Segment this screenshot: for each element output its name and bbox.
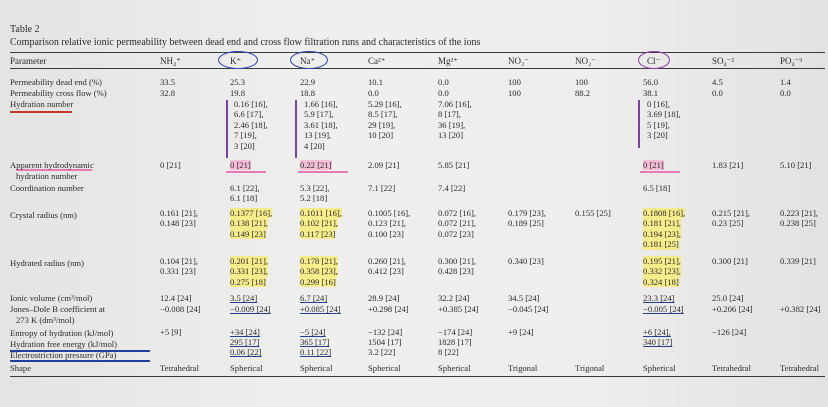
na-bracket-mark <box>295 100 297 158</box>
cell-k-volume: 3.5 [24] <box>230 293 258 303</box>
cell-cl-crystal-3: 0.181 [25] <box>643 239 679 250</box>
header-nh4: NH₄⁺ <box>160 56 181 66</box>
header-mg: Mg²⁺ <box>438 56 458 66</box>
cell-ca-shape: Spherical <box>368 363 401 373</box>
cell-na-perm-dead: 22.9 <box>300 77 316 87</box>
header-cl: Cl⁻ <box>647 56 661 66</box>
cell-nh4-hydrated-0: 0.104 [21], <box>160 256 198 266</box>
cell-k-coordination-0: 6.1 [22], <box>230 183 260 193</box>
cell-ca-hydration-2: 29 [19], <box>368 119 396 130</box>
cell-na-electro: 0.11 [22] <box>300 347 332 357</box>
label-perm-cross: Permeability cross flow (%) <box>10 88 107 98</box>
cell-ca-hydrated-1: 0.412 [23] <box>368 266 404 277</box>
cell-cl-hydration-2: 5 [19], <box>647 119 670 130</box>
header-na: Na⁺ <box>300 56 316 66</box>
cell-so4-jones: +0.206 [24] <box>712 304 753 314</box>
cell-k-entropy: +34 [24] <box>230 327 260 337</box>
cell-mg-perm-cross: 0.0 <box>438 88 449 98</box>
cell-ca-crystal-2: 0.100 [23] <box>368 228 404 239</box>
cell-k-hydration-2: 2.46 [18], <box>234 119 268 130</box>
na-circle-mark <box>290 51 328 69</box>
cell-ca-jones: +0.298 [24] <box>368 304 409 314</box>
cell-k-crystal-2: 0.149 [23] <box>230 228 266 239</box>
cell-so4-crystal-0: 0.215 [21], <box>712 208 750 218</box>
cell-nh4-volume: 12.4 [24] <box>160 293 192 303</box>
cell-k-hydration-1: 6.6 [17], <box>234 109 264 120</box>
cell-k-crystal-0: 0.1377 [16], <box>230 208 273 218</box>
cell-k-perm-cross: 19.8 <box>230 88 246 98</box>
cell-na-perm-cross: 18.8 <box>300 88 316 98</box>
table-number: Table 2 <box>10 24 40 35</box>
cell-na-hydration-0: 1.66 [16], <box>304 99 338 109</box>
cell-no3-jones: −0.045 [24] <box>508 304 549 314</box>
header-k: K⁺ <box>230 56 242 66</box>
cell-cl-jones: −0.005 [24] <box>643 304 684 314</box>
cell-no3-crystal-0: 0.179 [23], <box>508 208 546 218</box>
header-ca: Ca²⁺ <box>368 56 386 66</box>
cell-ca-crystal-0: 0.1005 [16], <box>368 208 411 218</box>
cell-mg-hydrated-0: 0.300 [21], <box>438 256 476 266</box>
cell-ca-crystal-1: 0.123 [21], <box>368 218 406 229</box>
cell-cl-shape: Spherical <box>643 363 676 373</box>
cell-mg-hydration-2: 36 [19], <box>438 119 466 130</box>
cell-cl-perm-cross: 38.1 <box>643 88 659 98</box>
cell-so4-entropy: −126 [24] <box>712 327 747 337</box>
cell-no3-volume: 34.5 [24] <box>508 293 540 303</box>
header-rule <box>10 68 825 69</box>
cell-na-free-energy: 365 [17] <box>300 337 330 347</box>
k-bracket-mark <box>226 100 228 158</box>
cell-ca-electro: 3.2 [22] <box>368 347 396 357</box>
cell-na-crystal-0: 0.1011 [16], <box>300 208 342 218</box>
cell-k-crystal-1: 0.138 [21], <box>230 218 268 229</box>
cell-cl-hydrated-1: 0.332 [23], <box>643 266 681 277</box>
label-jones-2: 273 K (dm³/mol) <box>16 315 75 325</box>
cell-po4-apparent: 5.10 [21] <box>780 160 812 170</box>
cell-mg-shape: Spherical <box>438 363 471 373</box>
label-perm-dead: Permeability dead end (%) <box>10 77 102 87</box>
cell-na-jones: +0.085 [24] <box>300 304 341 314</box>
cell-nh4-jones: −0.008 [24] <box>160 304 201 314</box>
cell-so4-perm-dead: 4.5 <box>712 77 723 87</box>
cell-cl-hydrated-2: 0.324 [18] <box>643 276 679 287</box>
cell-cl-apparent: 0 [21] <box>643 160 664 170</box>
cell-na-hydrated-2: 0.299 [16] <box>300 276 336 287</box>
cell-mg-crystal-0: 0.072 [16], <box>438 208 476 218</box>
cell-k-shape: Spherical <box>230 363 263 373</box>
cell-na-crystal-1: 0.102 [21], <box>300 218 338 229</box>
cell-ca-coordination: 7.1 [22] <box>368 183 396 193</box>
cell-mg-hydration-0: 7.06 [16], <box>438 99 472 109</box>
cell-po4-shape: Tetrahedral <box>780 363 819 373</box>
cell-k-hydrated-1: 0.331 [23], <box>230 266 268 277</box>
cell-no2-perm-dead: 100 <box>575 77 588 87</box>
cell-ca-free-energy: 1504 [17] <box>368 337 402 347</box>
cell-no3-perm-dead: 100 <box>508 77 521 87</box>
cell-po4-jones: +0.382 [24] <box>780 304 821 314</box>
label-coordination: Coordination number <box>10 183 84 193</box>
cell-po4-crystal-0: 0.223 [21], <box>780 208 818 218</box>
label-crystal: Crystal radius (nm) <box>10 210 77 220</box>
bottom-rule <box>10 376 825 377</box>
cell-k-apparent: 0 [21] <box>230 160 251 170</box>
cell-mg-hydration-1: 8 [17], <box>438 109 461 120</box>
cell-no3-shape: Trigonal <box>508 363 538 373</box>
cell-cl-crystal-0: 0.1808 [16], <box>643 208 686 218</box>
cell-no3-crystal-1: 0.189 [25] <box>508 218 544 229</box>
cell-na-hydrated-1: 0.358 [23], <box>300 266 338 277</box>
cell-na-crystal-2: 0.117 [23] <box>300 228 336 239</box>
cell-na-coordination-1: 5.2 [18] <box>300 193 328 204</box>
cell-no2-perm-cross: 88.2 <box>575 88 591 98</box>
cell-na-coordination-0: 5.3 [22], <box>300 183 330 193</box>
cell-no3-entropy: +9 [24] <box>508 327 534 337</box>
cell-k-hydrated-0: 0.201 [21], <box>230 256 268 266</box>
cell-so4-hydrated: 0.300 [21] <box>712 256 748 266</box>
cell-cl-crystal-2: 0.194 [23], <box>643 228 681 239</box>
cell-na-hydration-1: 5.9 [17], <box>304 109 334 120</box>
cell-na-entropy: −5 [24] <box>300 327 326 337</box>
cell-ca-hydration-1: 8.5 [17], <box>368 109 398 120</box>
na-apparent-underline <box>298 171 348 173</box>
cell-ca-entropy: −132 [24] <box>368 327 403 337</box>
cell-cl-entropy: +6 [24], <box>643 327 671 337</box>
cell-mg-hydration-3: 13 [20] <box>438 130 464 141</box>
label-shape: Shape <box>10 363 32 373</box>
cell-na-hydration-4: 4 [20] <box>304 140 325 151</box>
cell-so4-volume: 25.0 [24] <box>712 293 744 303</box>
label-entropy: Entropy of hydration (kJ/mol) <box>10 328 114 338</box>
cell-mg-apparent: 5.85 [21] <box>438 160 470 170</box>
cell-k-perm-dead: 25.3 <box>230 77 246 87</box>
cell-po4-perm-dead: 1.4 <box>780 77 791 87</box>
cell-cl-hydration-3: 3 [20] <box>647 130 668 141</box>
cell-no3-perm-cross: 100 <box>508 88 521 98</box>
cell-cl-free-energy: 340 [17] <box>643 337 673 347</box>
label-apparent-2: hydration number <box>16 171 78 181</box>
cell-cl-hydration-0: 0 [16], <box>647 99 670 109</box>
cell-k-hydrated-2: 0.275 [18] <box>230 276 266 287</box>
cell-k-hydration-3: 7 [19], <box>234 130 257 141</box>
cell-nh4-apparent: 0 [21] <box>160 160 181 170</box>
cell-k-hydration-4: 3 [20] <box>234 140 255 151</box>
header-no3: NO₃⁻ <box>508 56 529 66</box>
cell-mg-jones: +0.385 [24] <box>438 304 479 314</box>
cell-nh4-hydrated-1: 0.331 [23] <box>160 266 196 277</box>
cell-mg-entropy: −174 [24] <box>438 327 473 337</box>
label-hydration-number: Hydration number <box>10 99 74 109</box>
cell-ca-perm-dead: 10.1 <box>368 77 384 87</box>
cell-ca-apparent: 2.09 [21] <box>368 160 400 170</box>
cell-po4-crystal-1: 0.238 [25] <box>780 218 816 229</box>
cl-apparent-underline <box>640 171 680 173</box>
cell-na-hydrated-0: 0.178 [21], <box>300 256 338 266</box>
cell-so4-shape: Tetrahedral <box>712 363 751 373</box>
cell-k-hydration-0: 0.16 [16], <box>234 99 268 109</box>
cell-no2-shape: Trigonal <box>575 363 605 373</box>
label-jones-1: Jones–Dole B coefficient at <box>10 304 106 314</box>
cell-ca-volume: 28.9 [24] <box>368 293 400 303</box>
k-apparent-underline <box>226 171 266 173</box>
cell-nh4-shape: Tetrahedral <box>160 363 199 373</box>
cell-po4-hydrated: 0.339 [21] <box>780 256 816 266</box>
top-rule <box>10 52 825 53</box>
cell-ca-hydration-3: 10 [20] <box>368 130 394 141</box>
cell-ca-hydration-0: 5.29 [16], <box>368 99 402 109</box>
cell-na-shape: Spherical <box>300 363 333 373</box>
cell-cl-hydrated-0: 0.195 [21], <box>643 256 681 266</box>
cell-cl-coordination: 6.5 [18] <box>643 183 671 193</box>
header-po4: PO₄⁻³ <box>780 56 803 66</box>
cell-k-electro: 0.06 [22] <box>230 347 262 357</box>
label-electro: Electrostriction pressure (GPa) <box>10 350 117 360</box>
cell-no2-crystal: 0.155 [25] <box>575 208 611 218</box>
cell-mg-volume: 32.2 [24] <box>438 293 470 303</box>
cell-no3-hydrated: 0.340 [23] <box>508 256 544 266</box>
cell-mg-free-energy: 1828 [17] <box>438 337 472 347</box>
label-hydrated: Hydrated radius (nm) <box>10 258 84 268</box>
cell-na-hydration-3: 13 [19], <box>304 130 332 141</box>
cell-so4-apparent: 1.83 [21] <box>712 160 744 170</box>
cell-cl-crystal-1: 0.181 [21], <box>643 218 681 229</box>
cell-ca-hydrated-0: 0.260 [21], <box>368 256 406 266</box>
cell-cl-volume: 23.3 [24] <box>643 293 675 303</box>
cell-na-volume: 6.7 [24] <box>300 293 328 303</box>
cell-so4-crystal-1: 0.23 [25] <box>712 218 744 229</box>
cell-cl-hydration-1: 3.69 [18], <box>647 109 681 120</box>
cell-mg-coordination: 7.4 [22] <box>438 183 466 193</box>
cl-bracket-mark <box>638 100 640 148</box>
cell-mg-crystal-2: 0.072 [23] <box>438 228 474 239</box>
cell-na-hydration-2: 3.61 [18], <box>304 119 338 130</box>
cell-cl-perm-dead: 56.0 <box>643 77 659 87</box>
cell-ca-perm-cross: 0.0 <box>368 88 379 98</box>
header-parameter: Parameter <box>10 56 47 66</box>
label-apparent-1: Apparent hydrodynamic <box>10 160 94 170</box>
label-volume: Ionic volume (cm³/mol) <box>10 293 93 303</box>
cell-nh4-entropy: +5 [9] <box>160 327 182 337</box>
table-caption: Comparison relative ionic permeability between dead end and cross flow filtration runs and characteristics of the ions <box>10 37 481 48</box>
k-circle-mark <box>218 51 258 69</box>
hydration-number-underline <box>10 111 72 113</box>
cell-mg-crystal-1: 0.072 [21], <box>438 218 476 229</box>
cell-k-coordination-1: 6.1 [18] <box>230 193 258 204</box>
cell-nh4-perm-cross: 32.8 <box>160 88 176 98</box>
cell-mg-hydrated-1: 0.428 [23] <box>438 266 474 277</box>
cell-na-apparent: 0.22 [21] <box>300 160 332 170</box>
cell-po4-perm-cross: 0.0 <box>780 88 791 98</box>
cell-mg-perm-dead: 0.0 <box>438 77 449 87</box>
header-no2: NO₂⁻ <box>575 56 596 66</box>
header-so4: SO₄⁻² <box>712 56 735 66</box>
cell-nh4-crystal-1: 0.148 [23] <box>160 218 196 229</box>
cell-nh4-crystal-0: 0.161 [21], <box>160 208 198 218</box>
cell-k-free-energy: 295 [17] <box>230 337 260 347</box>
cell-so4-perm-cross: 0.0 <box>712 88 723 98</box>
cl-circle-mark <box>638 51 670 69</box>
cell-mg-electro: 8 [22] <box>438 347 459 357</box>
cell-nh4-perm-dead: 33.5 <box>160 77 176 87</box>
cell-k-jones: −0.009 [24] <box>230 304 271 314</box>
label-free-energy: Hydration free energy (kJ/mol) <box>10 339 117 349</box>
